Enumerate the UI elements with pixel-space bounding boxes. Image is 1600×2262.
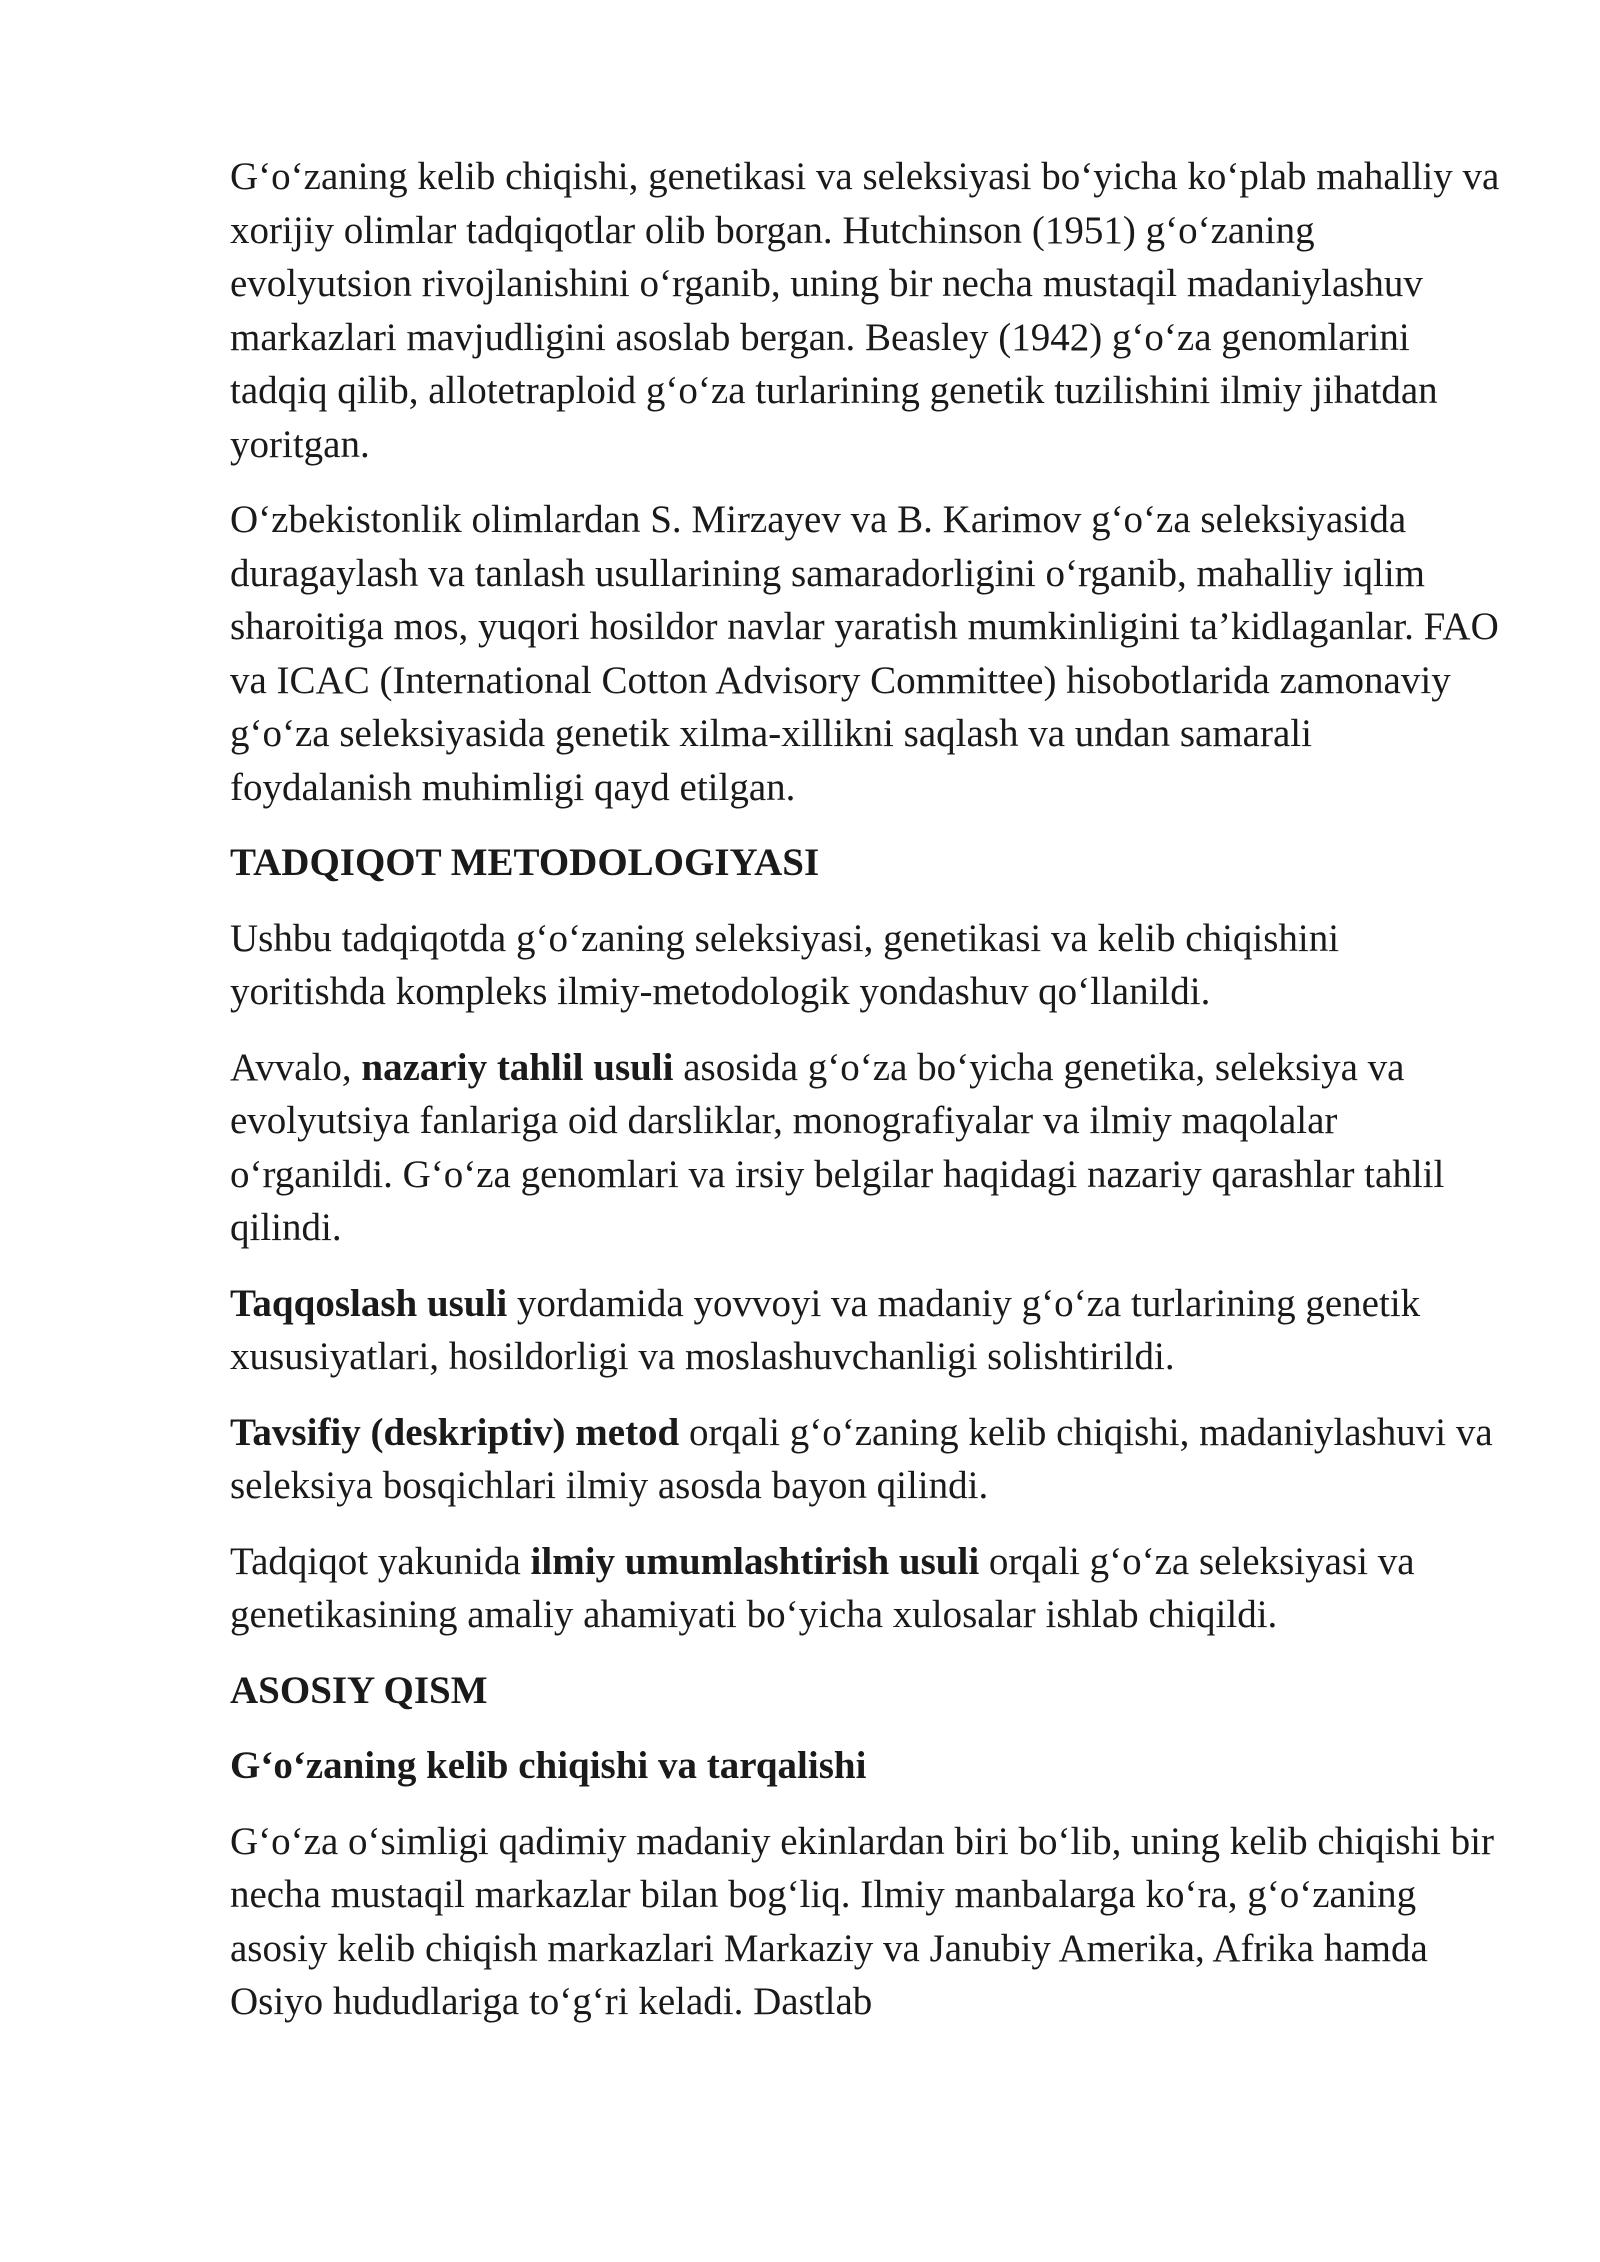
method-name-bold: nazariy tahlil usuli xyxy=(361,1045,674,1089)
method-name-bold: Tavsifiy (deskriptiv) metod xyxy=(230,1410,680,1454)
method-text: yordamida yovvoyi va madaniy g‘o‘za turlarining genetik xususiyatlari, hosildorligi va moslashuvchanligi solishtirildi. xyxy=(230,1281,1421,1378)
document-page xyxy=(230,150,1500,2051)
paragraph-method-theoretical xyxy=(230,1041,1500,1255)
paragraph-origin: G‘o‘za o‘simligi qadimiy madaniy ekinlardan biri bo‘lib, uning kelib chiqishi bir necha mustaqil markazlar bilan bog‘liq. Ilmiy manbalarga ko‘ra, g‘o‘zaning asosiy kelib chiqish markazlari Markaziy va Janubiy Amerika, Afrika hamda Osiyo hududlariga to‘g‘ri keladi. Dastlab xyxy=(230,1819,1494,2023)
method-text: asosida g‘o‘za bo‘yicha genetika, seleksiya va evolyutsiya fanlariga oid darsliklar, monografiyalar va ilmiy maqolalar o‘rganildi. G‘o‘za genomlari va irsiy belgilar haqidagi nazariy qarashlar tahlil qilindi. xyxy=(230,1045,1445,1249)
method-text: orqali g‘o‘za seleksiyasi va genetikasining amaliy ahamiyati bo‘yicha xulosalar ishlab chiqildi. xyxy=(230,1539,1415,1636)
paragraph-methodology-intro: Ushbu tadqiqotda g‘o‘zaning seleksiyasi, genetikasi va kelib chiqishini yoritishda kompleks ilmiy-metodologik yondashuv qo‘llanildi. xyxy=(230,916,1340,1013)
method-text: Tadqiqot yakunida xyxy=(230,1539,531,1583)
heading-methodology: TADQIQOT METODOLOGIYASI xyxy=(230,841,820,884)
paragraph-method-comparison xyxy=(230,1277,1500,1384)
method-name-bold: Taqqoslash usuli xyxy=(230,1281,508,1325)
method-name-bold: ilmiy umumlashtirish usuli xyxy=(530,1539,980,1583)
heading-main-part: ASOSIY QISM xyxy=(230,1668,488,1712)
paragraph-literature-review-2: O‘zbekistonlik olimlardan S. Mirzayev va B. Karimov g‘o‘za seleksiyasida duragaylash va tanlash usullarining samaradorligini o‘rganib, mahalliy iqlim sharoitiga mos, yuqori hosildor navlar yaratish mumkinligini ta’kidlaganlar. FAO va ICAC (International Cotton Advisory Committee) hisobotlarida zamonaviy g‘o‘za seleksiyasida genetik xilma-xillikni saqlash va undan samarali foydalanish muhimligi qayd etilgan. xyxy=(230,498,1499,809)
subheading-origin: G‘o‘zaning kelib chiqishi va tarqalishi xyxy=(230,1744,867,1787)
method-text: Avvalo, xyxy=(230,1045,362,1089)
method-text: orqali g‘o‘zaning kelib chiqishi, madaniylashuvi va seleksiya bosqichlari ilmiy asosda bayon qilindi. xyxy=(230,1410,1493,1507)
paragraph-literature-review-1: G‘o‘zaning kelib chiqishi, genetikasi va seleksiyasi bo‘yicha ko‘plab mahalliy va xorijiy olimlar tadqiqotlar olib borgan. Hutchinson (1951) g‘o‘zaning evolyutsion rivojlanishini o‘rganib, uning bir necha mustaqil madaniylashuv markazlari mavjudligini asoslab bergan. Beasley (1942) g‘o‘za genomlarini tadqiq qilib, allotetraploid g‘o‘za turlarining genetik tuzilishini ilmiy jihatdan yoritgan. xyxy=(230,155,1500,466)
paragraph-method-descriptive xyxy=(230,1406,1500,1513)
paragraph-method-generalization xyxy=(230,1535,1500,1642)
